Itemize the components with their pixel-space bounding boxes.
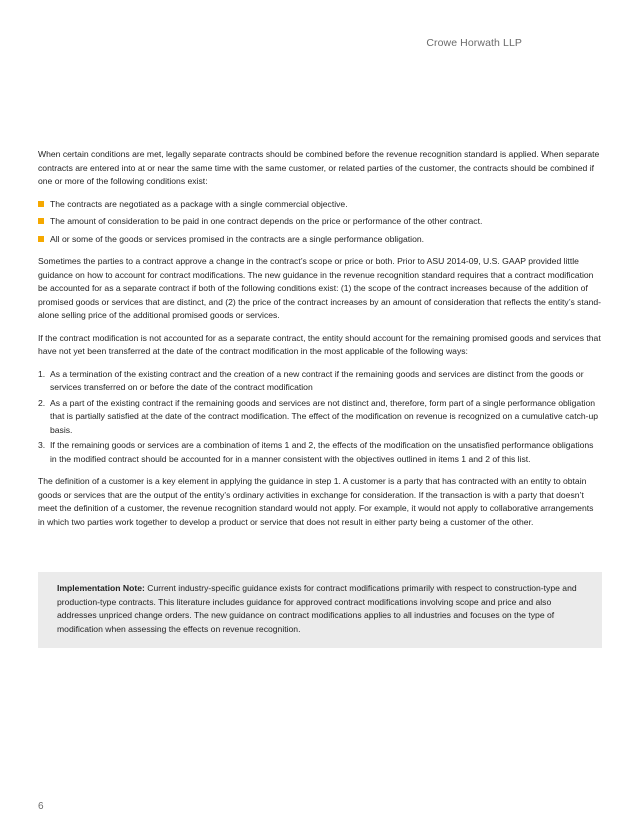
list-item [38,215,602,229]
intro-paragraph: When certain conditions are met, legally separate contracts should be combined before the revenue recognition standard is applied. When separate contracts are entered into at or near the same time with the same customer, or related parties of the customer, the contracts should be combined if one or more of the following conditions exist: [38,149,600,186]
numbered-item [38,368,602,395]
main-content [38,148,602,538]
numbered-item [38,397,602,438]
note-text: Current industry-specific guidance exists for contract modifications primarily with respect to construction-type and production-type contracts. This literature includes guidance for approved contract modifications involving scope and price and also addresses unpriced change orders. The new guidance on contract modifications applies to all industries and focuses on the type of modification when assessing the effects on revenue recognition. [57,583,577,634]
implementation-note-box [38,572,602,648]
list-item [38,198,602,212]
page-number: 6 [38,801,44,812]
list-item-text: All or some of the goods or services promised in the contracts are a single performance obligation. [50,233,425,244]
note-label: Implementation Note: [57,583,145,593]
square-bullet-icon [38,236,44,242]
list-item-text: The contracts are negotiated as a package with a single commercial objective. [50,198,348,209]
numbered-item-text: As a termination of the existing contract and the creation of a new contract if the remaining goods and services are distinct from the goods or services transferred on or before the date of the contract modification [50,368,584,392]
item-number: 2. [38,397,46,408]
modification-paragraph: Sometimes the parties to a contract approve a change in the contract’s scope or price or both. Prior to ASU 2014-09, U.S. GAAP provided little guidance on how to account for contract modifications. The new guidance in the revenue recognition standard requires that a contract modification be accounted for as a separate contract if both of the following conditions exist: (1) the scope of the contract increases because of the addition of promised goods or services that are distinct, and (2) the price of the contract increases by an amount of consideration that reflects the entity’s stand-alone selling price of the additional promised goods or services. [38,256,602,320]
numbered-item [38,439,602,466]
item-number: 3. [38,440,46,450]
firm-name-header: Crowe Horwath LLP [426,37,522,49]
accounting-ways-list [38,368,602,467]
list-item-text: The amount of consideration to be paid in one contract depends on the price or performance of the other contract. [50,216,483,226]
square-bullet-icon [38,218,44,224]
numbered-item-text: As a part of the existing contract if the remaining goods and services are not distinct and, therefore, form part of a single performance obligation that is partially satisfied at the date of the contract modification. The effect of the modification on revenue is recognized on a cumulative catch-up basis. [50,397,599,435]
numbered-item-text: If the remaining goods or services are a combination of items 1 and 2, the effects of the modification on the unsatisfied performance obligations in the modified contract should be accounted for in a manner consistent with the objectives outlined in items 1 and 2 of this list. [50,440,594,464]
item-number: 1. [38,368,46,379]
customer-paragraph: The definition of a customer is a key element in applying the guidance in step 1. A customer is a party that has contracted with an entity to obtain goods or services that are the output of the entity’s ordinary activities in exchange for consideration. If the transaction is with a party that doesn’t meet the definition of a customer, the revenue recognition standard would not apply. For example, it would not apply to collaborative arrangements in which two parties work together to develop a product or service that does not result in either party being a customer of the other. [38,476,594,527]
square-bullet-icon [38,201,44,207]
conditions-list [38,198,602,247]
list-item [38,233,602,247]
not-separate-paragraph: If the contract modification is not accounted for as a separate contract, the entity should account for the remaining promised goods and services that have not yet been transferred at the date of the contract modification in the most applicable of the following ways: [38,332,601,356]
